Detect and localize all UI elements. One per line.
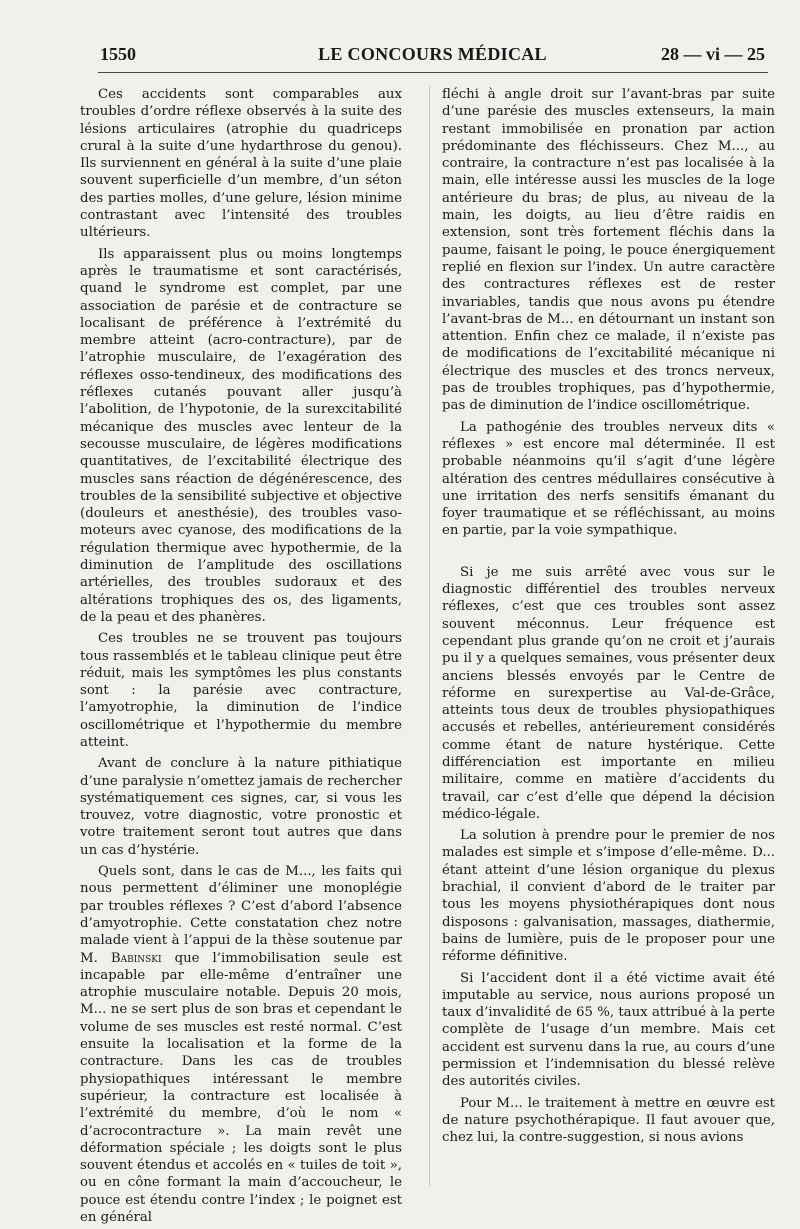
author-name: Babinski — [110, 950, 162, 966]
paragraph-text: que l’immobilisation seule est incapable par elle-même d’entraîner une atrophie musculaire notable. Depuis 20 mois, M... ne se sert plus de son bras et cependant le volume de ses muscles est resté normal. C’est ensuite la localisation et la forme de la contracture. Dans les cas de troubles physiopathiques intéressant le membre supérieur, la contracture est localisée à l’extrémité du membre, d’où le nom « d’acrocontracture ». La main revêt une déformation spéciale ; les doigts sont le plus souvent étendus et accolés en « tuiles de toit », ou en cône formant la main d’accoucheur, le pouce est étendu contre l’index ; le poignet est en général — [80, 950, 402, 1225]
page-number: 1550 — [100, 44, 136, 64]
left-column — [80, 86, 402, 1225]
header-rule — [98, 72, 768, 73]
section-gap — [442, 544, 775, 564]
paragraph: Avant de conclure à la nature pithiatique d’une paralysie n’omettez jamais de rechercher systématiquement ces signes, car, si vous les trouvez, votre diagnostic, votre pronostic et votre traitement seront tout autres que dans un cas d’hystérie. — [80, 756, 402, 858]
page-header — [100, 44, 765, 70]
paragraph: La solution à prendre pour le premier de nos malades est simple et s’impose d’elle-même. D... étant atteint d’une lésion organique du plexus brachial, il convient d’abord de le traiter par tous les moyens physiothérapiques dont nous disposons : galvanisation, massages, diathermie, bains de lumière, puis de le proposer pour une réforme définitive. — [442, 828, 775, 965]
paragraph — [80, 863, 402, 1226]
journal-title: LE CONCOURS MÉDICAL — [318, 44, 547, 64]
column-divider — [429, 86, 430, 1186]
paragraph: Ces troubles ne se trouvent pas toujours tous rassemblés et le tableau clinique peut être réduit, mais les symptômes les plus constants sont : la parésie avec contracture, l’amyotrophie, la diminution de l’indice oscillométrique et l’hypothermie du membre atteint. — [80, 631, 402, 750]
paragraph: Ils apparaissent plus ou moins longtemps après le traumatisme et sont caractérisés, quand le syndrome est complet, par une association de parésie et de contracture se localisant de préférence à l’extrémité du membre atteint (acro-contracture), par de l’atrophie musculaire, de l’exagération des réflexes osso-tendineux, des modifications des réflexes cutanés pouvant aller jusqu’à l’abolition, de l’hypotonie, de la surexcitabilité mécanique des muscles avec lenteur de la secousse musculaire, de légères modifications quantitatives, de l’excitabilité électrique des muscles sans réaction de dégénérescence, des troubles de la sensibilité subjective et objective (douleurs et anesthésie), des troubles vaso-moteurs avec cyanose, des modifications de la régulation thermique avec hypothermie, de la diminution de l’amplitude des oscillations artérielles, des troubles sudoraux et des altérations trophiques des os, des ligaments, de la peau et des phanères. — [80, 246, 402, 625]
paragraph: Pour M... le traitement à mettre en œuvre est de nature psychothérapique. Il faut avouer que, chez lui, la contre-suggestion, si nous avions — [442, 1095, 775, 1146]
paragraph: fléchi à angle droit sur l’avant-bras par suite d’une parésie des muscles extenseurs, la main restant immobilisée en pronation par action prédominante des fléchisseurs. Chez M..., au contraire, la contracture n’est pas localisée à la main, elle intéresse aussi les muscles de la loge antérieure du bras; de plus, au niveau de la main, les doigts, au lieu d’être raidis en extension, sont très fortement fléchis dans la paume, faisant le poing, le pouce énergiquement replié en flexion sur l’index. Un autre caractère des contractures réflexes est de rester invariables, tandis que nous avons pu étendre l’avant-bras de M... en détournant un instant son attention. Enfin chez ce malade, il n’existe pas de modifications de l’excitabilité mécanique ni électrique des muscles et des troncs nerveux, pas de troubles trophiques, pas d’hypothermie, pas de diminution de l’indice oscillométrique. — [442, 87, 775, 414]
paragraph: Ces accidents sont comparables aux troubles d’ordre réflexe observés à la suite des lésions articulaires (atrophie du quadriceps crural à la suite d’une hydarthrose du genou). Ils surviennent en général à la suite d’une plaie souvent superficielle d’un membre, d’un séton des parties molles, d’une gelure, lésion minime contrastant avec l’intensité des troubles ultérieurs. — [80, 87, 402, 241]
issue-date: 28 — vi — 25 — [660, 44, 765, 64]
paragraph: Si je me suis arrêté avec vous sur le diagnostic différentiel des troubles nerveux réflexes, c’est que ces troubles sont assez souvent méconnus. Leur fréquence est cependant plus grande qu’on ne croit et j’aurais pu il y a quelques semaines, vous présenter deux anciens blessés envoyés par le Centre de réforme en surexpertise au Val-de-Grâce, atteints tous deux de troubles physiopathiques accusés et rebelles, antérieurement considérés comme étant de nature hystérique. Cette différenciation est importante en milieu militaire, comme en matière d’accidents du travail, car c’est d’elle que dépend la décision médico-légale. — [442, 564, 775, 822]
paragraph: Si l’accident dont il a été victime avait été imputable au service, nous aurions proposé un taux d’invalidité de 65 %, taux attribué à la perte complète de l’usage d’un membre. Mais cet accident est survenu dans la rue, au cours d’une permission et l’indemnisation du blessé relève des autorités civiles. — [442, 970, 775, 1090]
paragraph: La pathogénie des troubles nerveux dits « réflexes » est encore mal déterminée. Il est probable néanmoins qu’il s’agit d’une légère altération des centres médullaires consécutive à une irritation des nerfs sensitifs émanant du foyer traumatique et se réfléchissant, au moins en partie, par la voie sympathique. — [442, 419, 775, 539]
right-column — [442, 86, 775, 1196]
paragraph-text: Quels sont, dans le cas de M..., les faits qui nous permettent d’éliminer une monoplégie par troubles réflexes ? C’est d’abord l’absence d’amyotrophie. Cette constatation chez notre malade vient à l’appui de la thèse soutenue par M. — [80, 864, 402, 966]
